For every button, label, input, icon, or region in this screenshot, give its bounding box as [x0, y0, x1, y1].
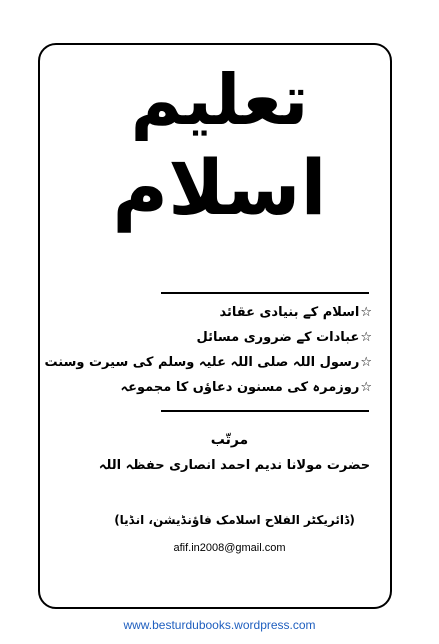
- top-divider: [161, 292, 369, 294]
- topic-text: روزمرہ کی مسنون دعاؤں کا مجموعہ: [120, 380, 360, 395]
- cover-title-line2: اسلام: [112, 143, 327, 232]
- cover-title-line1: تعلیم: [130, 59, 309, 141]
- star-icon: ☆: [360, 305, 372, 320]
- star-icon: ☆: [360, 330, 372, 345]
- compiler-label: مرتّب: [210, 432, 249, 448]
- star-icon: ☆: [360, 380, 372, 395]
- topic-text: عبادات کے ضروری مسائل: [196, 330, 360, 345]
- topic-item: [160, 325, 372, 350]
- topic-text: رسول اللہ صلی اللہ علیہ وسلم کی سیرت وسنت: [44, 355, 360, 370]
- topics-list: [44, 300, 372, 400]
- bottom-divider: [161, 410, 369, 412]
- topic-item: [44, 350, 372, 375]
- website-link[interactable]: www.besturdubooks.wordpress.com: [123, 618, 316, 632]
- compiler-org: (ڈائریکٹر الفلاح اسلامک فاؤنڈیشن، انڈیا): [114, 513, 355, 527]
- topic-item: [160, 300, 372, 325]
- compiler-email: afif.in2008@gmail.com: [173, 542, 286, 554]
- topic-text: اسلام کے بنیادی عقائد: [219, 305, 360, 320]
- compiler-name: حضرت مولانا ندیم احمد انصاری حفظہ اللہ: [98, 458, 371, 473]
- star-icon: ☆: [360, 355, 372, 370]
- topic-item: [120, 375, 372, 400]
